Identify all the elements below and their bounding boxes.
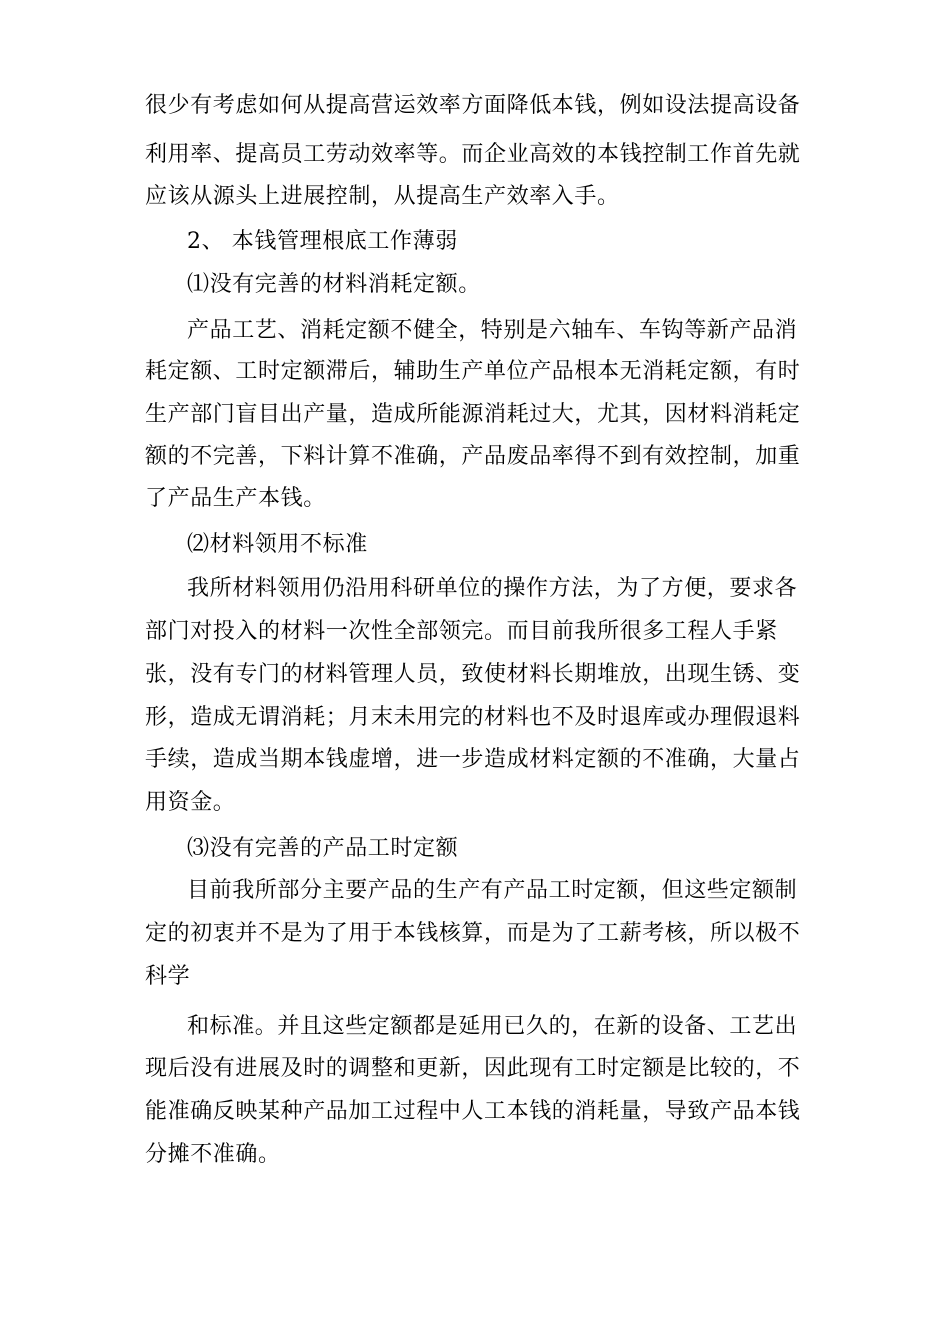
body-text-line: 分摊不准确。 xyxy=(145,1142,281,1167)
body-text-line: 利用率、提高员工劳动效率等。而企业高效的本钱控制工作首先就 xyxy=(145,142,801,167)
body-text-line: 现后没有进展及时的调整和更新，因此现有工时定额是比较的，不 xyxy=(145,1056,801,1081)
body-text-line: 用资金。 xyxy=(145,790,236,815)
body-text-line: 耗定额、工时定额滞后，辅助生产单位产品根本无消耗定额，有时 xyxy=(145,359,801,384)
subsection-heading: ⑶没有完善的产品工时定额 xyxy=(187,836,459,861)
body-text-line: 目前我所部分主要产品的生产有产品工时定额，但这些定额制 xyxy=(187,878,798,903)
body-text-line: 手续，造成当期本钱虚增，进一步造成材料定额的不准确，大量占 xyxy=(145,747,801,772)
body-text-line: 我所材料领用仍沿用科研单位的操作方法，为了方便，要求各 xyxy=(187,576,798,601)
body-text-line: 很少有考虑如何从提高营运效率方面降低本钱，例如设法提高设备 xyxy=(145,93,801,118)
body-text-line: 生产部门盲目出产量，造成所能源消耗过大，尤其，因材料消耗定 xyxy=(145,402,801,427)
body-text-line: 形，造成无谓消耗；月末未用完的材料也不及时退库或办理假退料 xyxy=(145,705,801,730)
body-text-line: 了产品生产本钱。 xyxy=(145,486,326,511)
body-text-line: 定的初衷并不是为了用于本钱核算，而是为了工薪考核，所以极不 xyxy=(145,921,801,946)
body-text-line: 应该从源头上进展控制，从提高生产效率入手。 xyxy=(145,184,620,209)
body-text-line: 张，没有专门的材料管理人员，致使材料长期堆放，出现生锈、变 xyxy=(145,662,801,687)
body-text-line: 额的不完善，下料计算不准确，产品废品率得不到有效控制，加重 xyxy=(145,444,801,469)
subsection-heading: ⑵材料领用不标准 xyxy=(187,532,368,557)
subsection-heading: ⑴没有完善的材料消耗定额。 xyxy=(187,272,481,297)
body-text-line: 产品工艺、消耗定额不健全，特别是六轴车、车钩等新产品消 xyxy=(187,318,798,343)
body-text-line: 部门对投入的材料一次性全部领完。而目前我所很多工程人手紧 xyxy=(145,619,778,644)
body-text-line: 科学 xyxy=(145,964,191,989)
body-text-line: 和标准。并且这些定额都是延用已久的，在新的设备、工艺出 xyxy=(187,1014,798,1039)
body-text-line: 能准确反映某种产品加工过程中人工本钱的消耗量，导致产品本钱 xyxy=(145,1099,801,1124)
section-heading: 2、 本钱管理根底工作薄弱 xyxy=(187,229,458,254)
